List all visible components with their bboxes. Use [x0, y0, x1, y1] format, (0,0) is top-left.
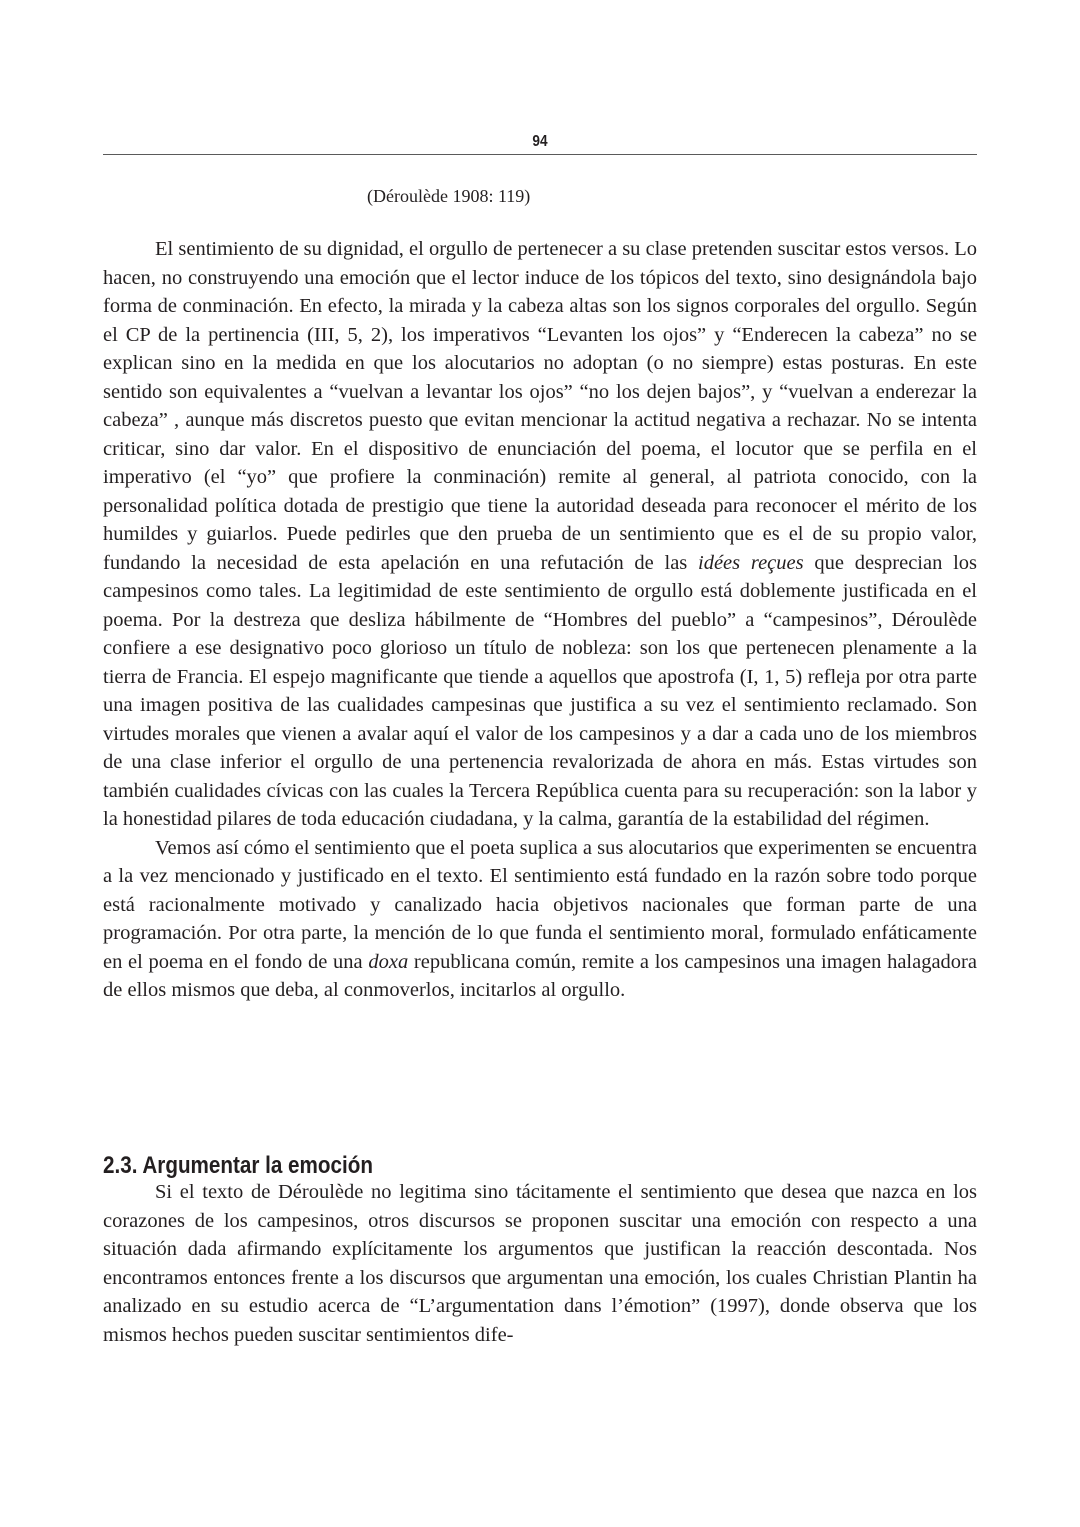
body-text: [103, 235, 977, 1005]
section-heading: 2.3. Argumentar la emoción: [103, 1152, 373, 1179]
text-segment: Vemos así cómo el sentimiento que el poeta suplica a sus alocutarios que experimenten se encuentra a la vez mencionado y justificado en el texto. El sentimiento está fundado en la razón sobre todo porque está racionalmente motivado y canalizado hacia objetivos nacionales que forman parte de una programación. Por otra parte, la mención de lo que funda el sentimiento moral, formulado enfáticamente en el poema en el fondo de una: [103, 836, 977, 973]
text-segment: El sentimiento de su dignidad, el orgullo de pertenecer a su clase pretenden suscitar estos versos. Lo hacen, no construyendo una emoción que el lector induce de los tópicos del texto, sino designándola bajo forma de conminación. En efecto, la mirada y la cabeza altas son los signos corporales del orgullo. Según el CP de la pertinencia (III, 5, 2), los imperativos “Levanten los ojos” y “Enderecen la cabeza” no se explican sino en la medida en que los alocutarios no adoptan (o no siempre) estas posturas. En este sentido son equivalentes a “vuelvan a levantar los ojos” “no los dejen bajos”, y “vuelvan a enderezar la cabeza” , aunque más discretos puesto que evitan mencionar la actitud negativa a rechazar. No se intenta criticar, sino dar valor. En el dispositivo de enunciación del poema, el locutor que se perfila en el imperativo (el “yo” que profiere la conminación) remite al general, al patriota conocido, con la personalidad política dotada de prestigio que tiene la autoridad deseada para reconocer el mérito de los humildes y guiarlos. Puede pedirles que den prueba de un sentimiento que es el de su propio valor, fundando la necesidad de esta apelación en una refutación de las: [103, 238, 977, 574]
italic-term-doxa: doxa: [368, 950, 409, 973]
page-number: 94: [532, 133, 548, 150]
section-body-text: [103, 1178, 977, 1349]
text-segment: Si el texto de Déroulède no legitima sino tácitamente el sentimiento que desea que nazca en los corazones de los campesinos, otros discursos se proponen suscitar una emoción con respecto a una situación dada afirmando explícitamente los argumentos que justifican la reacción descontada. Nos encontramos entonces frente a los discursos que argumentan una emoción, los cuales Christian Plantin ha analizado en su estudio acerca de “L’argumentation dans l’émotion” (1997), donde observa que los mismos hechos pueden suscitar sentimientos dife-: [103, 1181, 977, 1346]
text-segment: republicana común, remite a los campesinos una imagen halagadora de ellos mismos que deba, al conmoverlos, incitarlos al orgullo.: [103, 950, 977, 1001]
paragraph-3: [103, 1178, 977, 1349]
paragraph-1: [103, 235, 977, 834]
text-segment: que desprecian los campesinos como tales. La legitimidad de este sentimiento de orgullo está doblemente justificada en el poema. Por la destreza que desliza hábilmente de “Hombres del pueblo” a “campesinos”, Déroulède confiere a ese designativo poco glorioso un título de nobleza: son los que pertenecen plenamente a la tierra de Francia. El espejo magnificante que tiende a aquellos que apostrofa (I, 1, 5) refleja por otra parte una imagen positiva de las cualidades campesinas que justifica a su vez el sentimiento reclamado. Son virtudes morales que vienen a avalar aquí el valor de los campesinos y a dar a cada uno de los miembros de una clase inferior el orgullo de una pertenencia revalorizada de ahora en más. Estas virtudes son también cualidades cívicas con las cuales la Tercera República cuenta para su recuperación: son la labor y la honestidad pilares de toda educación ciudadana, y la calma, garantía de la estabilidad del régimen.: [103, 551, 977, 830]
header-rule: [103, 154, 977, 155]
citation: (Déroulède 1908: 119): [367, 186, 531, 206]
paragraph-2: [103, 834, 977, 1005]
italic-term-idees-recues: idées reçues: [698, 551, 804, 574]
